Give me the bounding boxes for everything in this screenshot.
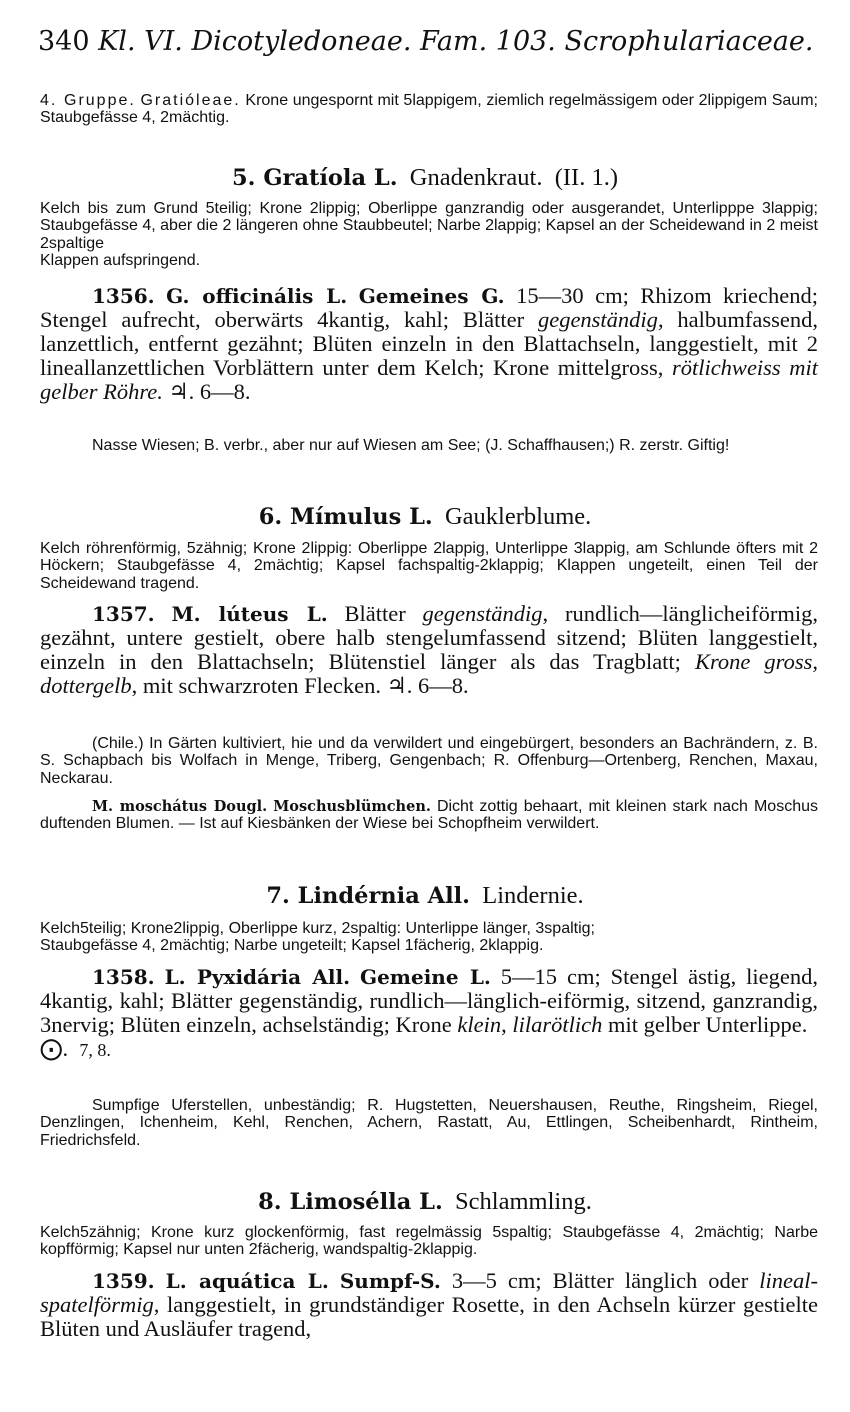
- species-entry: [40, 602, 818, 698]
- genus-desc-text: Kelch röhrenförmig, 5zähnig; Krone 2lippig: Oberlippe 2lappig, Unterlippe 3lappig, am Schlunde öfters mit 2 Höckern; Staubgefässe 4, 2mächtig; Kapsel fachspaltig-2klappig; Klappen ungeteilt, einen Teil der Scheidewand tragend.: [40, 540, 818, 592]
- genus-heading-limosella: [0, 1188, 850, 1216]
- header-family-name: Scrophulariaceae.: [564, 26, 814, 57]
- species-text: ,: [501, 1012, 513, 1037]
- genus-name: 6. Mímulus L.: [258, 504, 433, 530]
- species-distribution: [40, 1097, 818, 1149]
- genus-heading-mimulus: [0, 503, 850, 531]
- distribution-text: Sumpfige Uferstellen, unbeständig; R. Hugstetten, Neuershausen, Reuthe, Ringsheim, Riegel, Denzlingen, Ichenheim, Kehl, Renchen, Achern, Rastatt, Au, Ettlingen, Scheibenhardt, Rintheim, Friedrichsfeld.: [40, 1097, 818, 1149]
- species-number: 1359.: [92, 1269, 155, 1293]
- species-text: 5—15 cm; Stengel ästig, liegend, 4kantig, kahl; Blätter gegenständig, rundlich—länglich-eiförmig, sitzend, ganzrandig, 3nervig; Blüten einzeln, achselständig; Krone: [40, 964, 818, 1037]
- species-common-name: Gemeine L.: [360, 965, 491, 989]
- species-text: , langgestielt, in grundständiger Rosette, in den Achseln kürzer gestielte Blüten und Ausläufer tragend,: [40, 1292, 818, 1341]
- genus-common-name: Lindernie.: [482, 882, 584, 909]
- species-text: 3—5 cm; Blätter länglich oder: [440, 1268, 760, 1293]
- species-number: 1358.: [92, 965, 155, 989]
- species-name: G. officinális L.: [166, 284, 348, 308]
- page-number: 340: [38, 26, 90, 57]
- distribution-text: (Chile.) In Gärten kultiviert, hie und da verwildert und eingebürgert, besonders an Bachrändern, z. B. S. Schapbach bis Wolfach in Menge, Triberg, Gengenbach; R. Offenburg—Ortenberg, Renchen, Maxau, Neckarau.: [40, 735, 818, 787]
- header-class: Kl. VI.: [98, 26, 183, 57]
- note-species-name: M. moschátus Dougl.: [92, 798, 268, 815]
- header-division: Dicotyledoneae.: [191, 26, 412, 57]
- species-entry: [40, 284, 818, 404]
- genus-name: 8. Limosélla L.: [258, 1189, 443, 1215]
- genus-name: 7. Lindérnia All.: [266, 883, 471, 909]
- genus-description: [40, 920, 818, 955]
- species-name: M. lúteus L.: [171, 602, 328, 626]
- genus-desc-text: Kelch5teilig; Krone2lippig, Oberlippe kurz, 2spaltig: Unterlippe länger, 3spaltig;: [40, 920, 595, 937]
- species-note: [40, 798, 818, 833]
- group-text: Krone ungespornt mit 5lappigem, ziemlich regelmässigem oder 2lippigem Saum; Staubgefässe 4, 2mächtig.: [40, 92, 818, 127]
- group-label: 4. Gruppe.: [40, 92, 136, 109]
- genus-heading-gratiola: [0, 164, 850, 192]
- genus-desc-last-line: Staubgefässe 4, 2mächtig; Narbe ungeteilt; Kapsel 1fächerig, 2klappig.: [40, 937, 544, 955]
- species-text-italic: rötlichweiss mit gelber Röhre.: [40, 355, 818, 404]
- species-name: L. Pyxidária All.: [164, 965, 351, 989]
- genus-description: [40, 200, 818, 269]
- genus-desc-text: Kelch5zähnig; Krone kurz glockenförmig, fast regelmässig 5spaltig; Staubgefässe 4, 2mächtig; Narbe kopfförmig; Kapsel nur unten 2fächerig, wandspaltig-2klappig.: [40, 1224, 818, 1259]
- species-text: ♃. 6—8.: [162, 379, 251, 404]
- species-text-italic: klein: [457, 1012, 502, 1037]
- species-text: , mit schwarzroten Flecken. ♃. 6—8.: [131, 673, 469, 698]
- species-text: mit gelber Unterlippe.: [602, 1012, 808, 1037]
- genus-common-name: Gauklerblume.: [444, 503, 592, 530]
- species-common-name: Sumpf-S.: [339, 1269, 441, 1293]
- species-text: , rundlich—länglicheiförmig, gezähnt, untere gestielt, obere halb stengelumfassend sitzend; Blüten langgestielt, einzeln in den Blattachseln; Blütenstiel länger als das Tragblatt;: [40, 601, 819, 674]
- species-text: , halbumfassend, lanzettlich, entfernt gezähnt; Blüten einzeln in den Blattachseln, langgestielt, mit 2 lineallanzettlichen Vorblättern unter dem Kelch; Krone mittelgross,: [40, 307, 819, 380]
- species-text-italic: Krone gross, dottergelb: [40, 649, 818, 698]
- distribution-text: Nasse Wiesen; B. verbr., aber nur auf Wiesen am See; (J. Schaffhausen;) R. zerstr. Giftig!: [92, 437, 730, 454]
- species-text-italic: gegenständig: [537, 307, 658, 332]
- species-distribution: [40, 735, 818, 787]
- genus-heading-lindernia: [0, 882, 850, 910]
- genus-desc-text: Kelch bis zum Grund 5teilig; Krone 2lippig; Oberlippe ganzrandig oder ausgerandet, Unterlipppe 3lappig; Staubgefässe 4, aber die 2 längeren ohne Staubbeutel; Narbe 2lappig; Kapsel an der Scheidewand in 2 meist 2spaltige: [40, 200, 818, 252]
- group-description: [40, 92, 818, 127]
- flowering-months: 7, 8.: [79, 1040, 111, 1060]
- species-entry: [40, 1269, 818, 1341]
- genus-common-name: Gnadenkraut.: [409, 164, 543, 191]
- running-header: [38, 26, 813, 57]
- species-text-italic: lilarötlich: [512, 1012, 603, 1037]
- genus-description: [40, 1224, 818, 1259]
- species-number: 1357.: [92, 602, 155, 626]
- header-family: Fam. 103.: [420, 26, 556, 57]
- annual-symbol: ⨀.: [40, 1036, 69, 1061]
- group-name: Gratióleae.: [140, 92, 241, 109]
- species-text-italic: lineal-spatelförmig: [40, 1268, 819, 1317]
- genus-description: [40, 540, 818, 592]
- genus-desc-last-line: Klappen aufspringend.: [40, 251, 201, 269]
- genus-common-name: Schlammling.: [455, 1188, 592, 1215]
- species-text-italic: gegenständig: [422, 601, 543, 626]
- species-entry: [40, 965, 818, 1062]
- species-common-name: Gemeines G.: [358, 284, 505, 308]
- species-text: 15—30 cm; Rhizom kriechend; Stengel aufrecht, oberwärts 4kantig, kahl; Blätter: [40, 283, 819, 332]
- species-number: 1356.: [92, 284, 155, 308]
- species-name: L. aquática L.: [165, 1269, 329, 1293]
- note-text: Dicht zottig behaart, mit kleinen stark nach Moschus duftenden Blumen. — Ist auf Kiesbänken der Wiese bei Schopfheim verwildert.: [40, 798, 818, 833]
- note-common-name: Moschusblümchen.: [273, 798, 431, 815]
- species-distribution: [40, 437, 818, 454]
- genus-name: 5. Gratíola L.: [232, 165, 398, 191]
- species-text: Blätter: [327, 601, 423, 626]
- genus-ref: (II. 1.): [554, 164, 618, 191]
